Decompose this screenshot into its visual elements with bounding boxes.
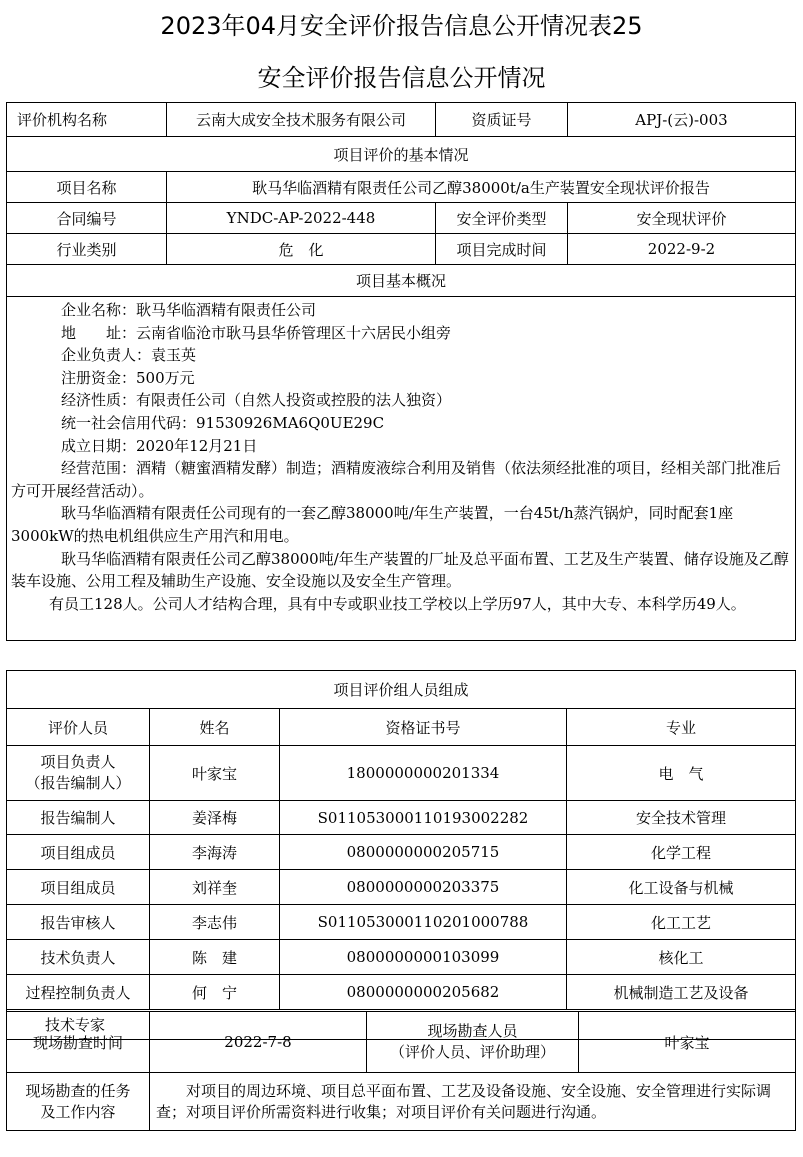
survey-time-value: 2022-7-8 (150, 1012, 367, 1073)
overview-section-row (7, 265, 796, 297)
overview-line: 经济性质：有限责任公司（自然人投资或控股的法人独资） (61, 391, 452, 410)
org-value: 云南大成安全技术服务有限公司 (167, 103, 436, 137)
team-name: 李海涛 (150, 835, 280, 870)
cert-label: 资质证号 (436, 103, 568, 137)
project-name-value: 耿马华临酒精有限责任公司乙醇38000t/a生产装置安全现状评价报告 (167, 172, 796, 203)
team-cert: 1800000000201334 (280, 746, 567, 801)
contract-value: YNDC-AP-2022-448 (167, 203, 436, 234)
basic-info-table (6, 102, 796, 641)
team-cert: S011053000110201000788 (280, 905, 567, 940)
team-role: 项目组成员 (7, 870, 150, 905)
tech-expert-label: 技术专家 (7, 1010, 796, 1040)
org-label: 评价机构名称 (7, 103, 167, 137)
page-subtitle: 安全评价报告信息公开情况 (257, 64, 546, 92)
table-row (7, 905, 796, 940)
team-name: 李志伟 (150, 905, 280, 940)
overview-line: 企业负责人：袁玉英 (61, 346, 197, 365)
team-major: 机械制造工艺及设备 (567, 975, 796, 1010)
team-major: 电 气 (567, 746, 796, 801)
overview-paragraph: 耿马华临酒精有限责任公司乙醇38000吨/年生产装置的厂址及总平面布置、工艺及生产装置、储存设施及乙醇装车设施、公用工程及辅助生产设施、安全设施以及安全生产管理。 (11, 549, 789, 591)
team-header-major: 专业 (567, 709, 796, 746)
overview-line: 注册资金：500万元 (61, 368, 195, 387)
team-role: 报告编制人 (7, 801, 150, 835)
survey-time-label: 现场勘查时间 (7, 1012, 150, 1073)
industry-label: 行业类别 (7, 234, 167, 265)
table-row (7, 801, 796, 835)
survey-table (6, 1011, 796, 1131)
overview-section-title: 项目基本概况 (7, 265, 796, 297)
complete-time-label: 项目完成时间 (436, 234, 568, 265)
table-row (7, 975, 796, 1010)
table-row (7, 940, 796, 975)
project-name-label: 项目名称 (7, 172, 167, 203)
eval-type-value: 安全现状评价 (568, 203, 796, 234)
team-cert: 0800000000205715 (280, 835, 567, 870)
overview-line: 地 址：云南省临沧市耿马县华侨管理区十六居民小组旁 (61, 323, 452, 342)
team-major: 核化工 (567, 940, 796, 975)
team-name: 何 宁 (150, 975, 280, 1010)
industry-value: 危 化 (167, 234, 436, 265)
page-title: 2023年04月安全评价报告信息公开情况表25 (160, 12, 643, 40)
team-major: 化学工程 (567, 835, 796, 870)
org-row (7, 103, 796, 137)
survey-task-row (7, 1073, 796, 1131)
team-table (6, 670, 796, 1040)
team-section-title: 项目评价组人员组成 (7, 671, 796, 709)
survey-staff-label: 现场勘查人员 （评价人员、评价助理） (367, 1012, 579, 1073)
team-cert: S011053000110193002282 (280, 801, 567, 835)
survey-task-label: 现场勘查的任务 及工作内容 (7, 1073, 150, 1131)
team-header-role: 评价人员 (7, 709, 150, 746)
team-header-name: 姓名 (150, 709, 280, 746)
team-role: 项目负责人 （报告编制人） (7, 746, 150, 801)
team-major: 化工工艺 (567, 905, 796, 940)
team-header-row (7, 709, 796, 746)
team-name: 姜泽梅 (150, 801, 280, 835)
table-row (7, 870, 796, 905)
contract-row (7, 203, 796, 234)
team-role: 技术负责人 (7, 940, 150, 975)
survey-time-row (7, 1012, 796, 1073)
team-role: 报告审核人 (7, 905, 150, 940)
overview-line: 企业名称：耿马华临酒精有限责任公司 (61, 301, 317, 319)
team-cert: 0800000000205682 (280, 975, 567, 1010)
overview-paragraph: 耿马华临酒精有限责任公司现有的一套乙醇38000吨/年生产装置，一台45t/h蒸汽锅炉，同时配套1座3000kW的热电机组供应生产用汽和用电。 (11, 504, 734, 545)
team-section-row (7, 671, 796, 709)
team-major: 化工设备与机械 (567, 870, 796, 905)
overview-content-row (7, 297, 796, 641)
team-name: 叶家宝 (150, 746, 280, 801)
eval-type-label: 安全评价类型 (436, 203, 568, 234)
table-row (7, 746, 796, 801)
overview-content (7, 297, 796, 641)
overview-line: 经营范围：酒精（糖蜜酒精发酵）制造；酒精废液综合利用及销售（依法须经批准的项目，经相关部门批准后方可开展经营活动）。 (11, 459, 782, 500)
overview-paragraph: 有员工128人。公司人才结构合理，具有中专或职业技工学校以上学历97人，其中大专、本科学历49人。 (49, 594, 746, 613)
team-role: 项目组成员 (7, 835, 150, 870)
contract-label: 合同编号 (7, 203, 167, 234)
survey-task-value: 对项目的周边环境、项目总平面布置、工艺及设备设施、安全设施、安全管理进行实际调查；对项目评价所需资料进行收集；对项目评价有关问题进行沟通。 (150, 1073, 796, 1131)
team-major: 安全技术管理 (567, 801, 796, 835)
overview-line: 统一社会信用代码：91530926MA6Q0UE29C (61, 413, 385, 432)
team-cert: 0800000000103099 (280, 940, 567, 975)
overview-line: 成立日期：2020年12月21日 (61, 436, 258, 455)
team-name: 陈 建 (150, 940, 280, 975)
cert-value: APJ-(云)-003 (568, 103, 796, 137)
team-name: 刘祥奎 (150, 870, 280, 905)
team-cert: 0800000000203375 (280, 870, 567, 905)
industry-row (7, 234, 796, 265)
table-row (7, 835, 796, 870)
project-name-row (7, 172, 796, 203)
basic-section-title: 项目评价的基本情况 (7, 137, 796, 172)
team-role: 过程控制负责人 (7, 975, 150, 1010)
basic-section-row (7, 137, 796, 172)
team-header-cert: 资格证书号 (280, 709, 567, 746)
survey-staff-value: 叶家宝 (579, 1012, 796, 1073)
complete-time-value: 2022-9-2 (568, 234, 796, 265)
